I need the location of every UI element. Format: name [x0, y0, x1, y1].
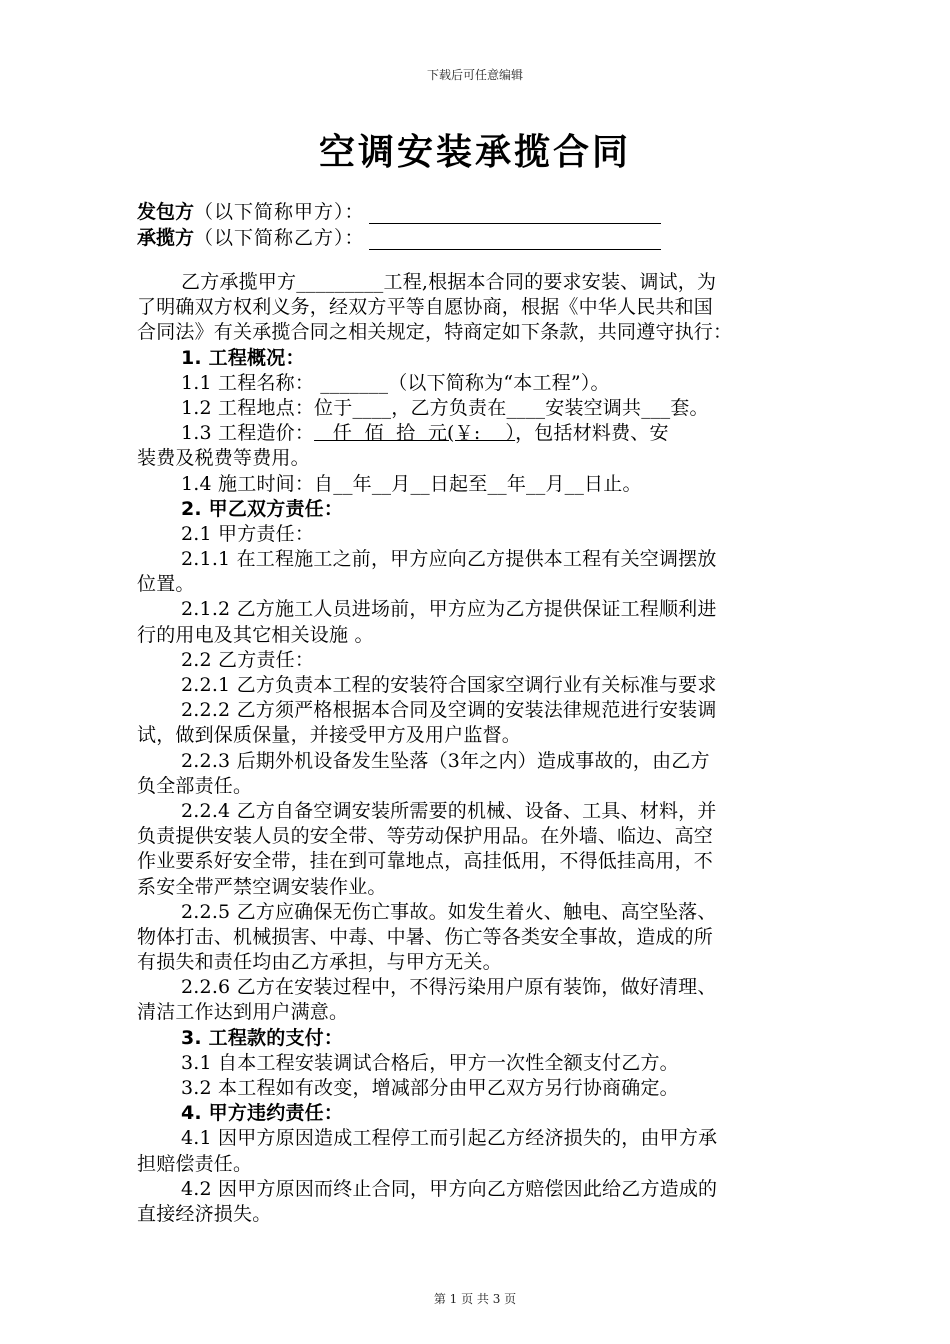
clause-line: 1.4 施工时间：自__年__月__日起至__年__月__日止。: [181, 472, 642, 495]
clause-line: 有损失和责任均由乙方承担，与甲方无关。: [137, 951, 502, 974]
clause-line: 负全部责任。: [137, 774, 253, 797]
intro-line: 合同法》有关承揽合同之相关规定，特商定如下条款，共同遵守执行：: [137, 321, 733, 344]
clause-line: 位置。: [137, 573, 195, 596]
contractor-label: 承揽方: [137, 227, 195, 249]
price-underlined: 仟 佰 拾 元(￥: ）: [314, 422, 516, 445]
clause-line: 3.1 自本工程安装调试合格后，甲方一次性全额支付乙方。: [181, 1051, 679, 1074]
clause-line: 2.2.2 乙方须严格根据本合同及空调的安装法律规范进行安装调: [181, 699, 717, 722]
clause-line: 系安全带严禁空调安装作业。: [137, 875, 387, 898]
price-label: 1.3 工程造价：: [181, 422, 315, 445]
client-paren: （以下简称甲方）：: [194, 201, 365, 223]
client-blank: [369, 205, 661, 224]
clause-line: 3.2 本工程如有改变，增减部分由甲乙双方另行协商确定。: [181, 1077, 679, 1099]
section-heading: 1. 工程概况：: [181, 346, 305, 369]
section-heading: 3. 工程款的支付：: [181, 1026, 344, 1049]
clause-line: 行的用电及其它相关设施 。: [137, 623, 374, 646]
section-heading: 4. 甲方违约责任：: [181, 1102, 344, 1125]
clause-line: 2.1.1 在工程施工之前，甲方应向乙方提供本工程有关空调摆放: [181, 548, 717, 571]
clause-line: 4.2 因甲方原因而终止合同，甲方向乙方赔偿因此给乙方造成的: [181, 1177, 718, 1200]
clause-line: 负责提供安装人员的安全带、等劳动保护用品。在外墙、临边、高空: [137, 825, 714, 848]
page-header-note: 下载后可任意编辑: [426, 68, 523, 82]
clause-line: 2.1 甲方责任：: [181, 522, 315, 545]
contract-body: [137, 270, 815, 1227]
clause-line: 装费及税费等费用。: [137, 447, 310, 470]
contractor-party-line: [137, 226, 661, 250]
contractor-paren: （以下简称乙方）：: [194, 227, 365, 249]
price-tail: ，包括材料费、安: [515, 422, 669, 445]
client-party-line: [137, 200, 661, 224]
intro-line: 乙方承揽甲方_________工程,根据本合同的要求安装、调试，为: [181, 271, 717, 293]
document-title: 空调安装承揽合同: [318, 132, 631, 173]
contractor-blank: [369, 231, 661, 250]
clause-line: 清洁工作达到用户满意。: [137, 1001, 349, 1024]
clause-line: 2.1.2 乙方施工人员进场前，甲方应为乙方提供保证工程顺利进: [181, 598, 717, 621]
clause-line: 2.2.1 乙方负责本工程的安装符合国家空调行业有关标准与要求: [181, 674, 717, 696]
page-footer: 第 1 页 共 3 页: [433, 1292, 517, 1306]
clause-line: 直接经济损失。: [137, 1202, 272, 1225]
clause-line: [137, 421, 815, 446]
clause-line: 1.2 工程地点：位于____，乙方负责在____安装空调共___套。: [181, 396, 709, 419]
clause-line: 作业要系好安全带，挂在到可靠地点，高挂低用，不得低挂高用，不: [137, 850, 714, 873]
clause-line: 1.1 工程名称： _______（以下简称为“本工程”）。: [181, 371, 610, 394]
clause-line: 4.1 因甲方原因造成工程停工而引起乙方经济损失的，由甲方承: [181, 1127, 718, 1150]
clause-line: 2.2 乙方责任：: [181, 648, 315, 671]
clause-line: 2.2.3 后期外机设备发生坠落（3年之内）造成事故的，由乙方: [181, 749, 710, 772]
clause-line: 担赔偿责任。: [137, 1152, 253, 1175]
clause-line: 2.2.5 乙方应确保无伤亡事故。如发生着火、触电、高空坠落、: [181, 900, 717, 923]
client-label: 发包方: [137, 201, 195, 223]
section-heading: 2. 甲乙双方责任：: [181, 497, 344, 520]
clause-line: 物体打击、机械损害、中毒、中暑、伤亡等各类安全事故，造成的所: [137, 925, 714, 948]
clause-line: 试，做到保质保量，并接受甲方及用户监督。: [137, 724, 522, 747]
intro-line: 了明确双方权利义务，经双方平等自愿协商，根据《中华人民共和国: [137, 296, 714, 319]
clause-line: 2.2.6 乙方在安装过程中，不得污染用户原有装饰，做好清理、: [181, 976, 717, 999]
clause-line: 2.2.4 乙方自备空调安装所需要的机械、设备、工具、材料，并: [181, 799, 717, 822]
